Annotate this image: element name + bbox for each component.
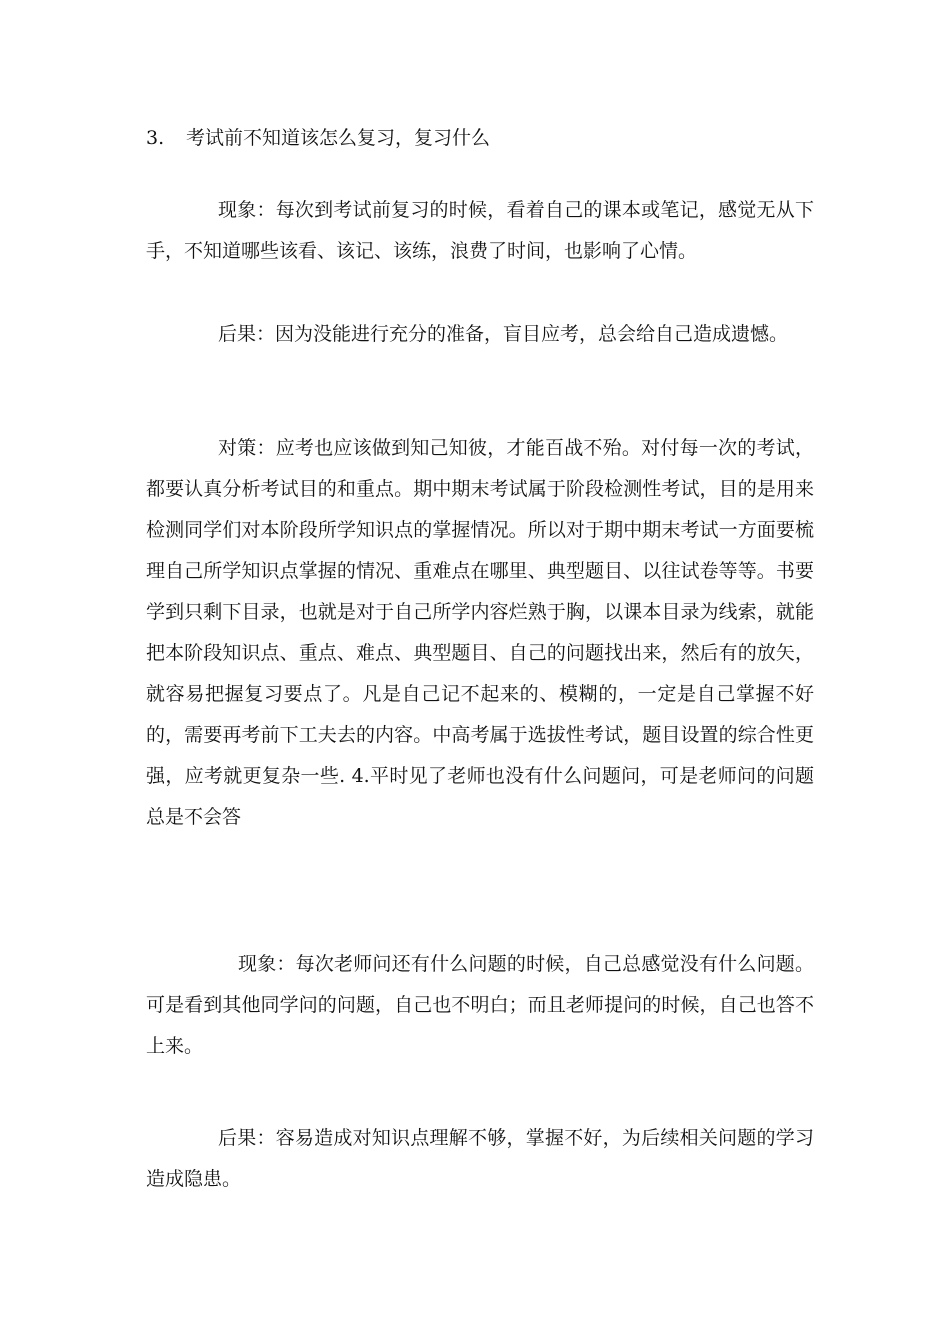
- section-number: 3.: [146, 127, 165, 149]
- section4-phenomenon-paragraph: 现象：每次老师问还有什么问题的时候，自己总感觉没有什么问题。可是看到其他同学问的问题，自己也不明白；而且老师提问的时候，自己也答不上来。: [146, 953, 814, 1057]
- section4-consequence-paragraph: 后果：容易造成对知识点理解不够，掌握不好，为后续相关问题的学习造成隐患。: [146, 1127, 814, 1190]
- phenomenon-paragraph: 现象：每次到考试前复习的时候，看着自己的课本或笔记，感觉无从下手，不知道哪些该看、该记、该练，浪费了时间，也影响了心情。: [146, 199, 814, 262]
- countermeasure-paragraph: 对策：应考也应该做到知己知彼，才能百战不殆。对付每一次的考试，都要认真分析考试目的和重点。期中期末考试属于阶段检测性考试，目的是用来检测同学们对本阶段所学知识点的掌握情况。所以对于期中期末考试一方面要梳理自己所学知识点掌握的情况、重难点在哪里、典型题目、以往试卷等等。书要学到只剩下目录，也就是对于自己所学内容烂熟于胸，以课本目录为线索，就能把本阶段知识点、重点、难点、典型题目、自己的问题找出来，然后有的放矢，就容易把握复习要点了。凡是自己记不起来的、模糊的，一定是自己掌握不好的，需要再考前下工夫去的内容。中高考属于选拔性考试，题目设置的综合性更强，应考就更复杂一些. 4.平时见了老师也没有什么问题问，可是老师问的问题总是不会答: [146, 437, 814, 828]
- section-heading: [146, 124, 826, 152]
- section-title: 考试前不知道该怎么复习，复习什么: [186, 127, 491, 149]
- consequence-paragraph: 后果：因为没能进行充分的准备，盲目应考，总会给自己造成遗憾。: [218, 323, 789, 345]
